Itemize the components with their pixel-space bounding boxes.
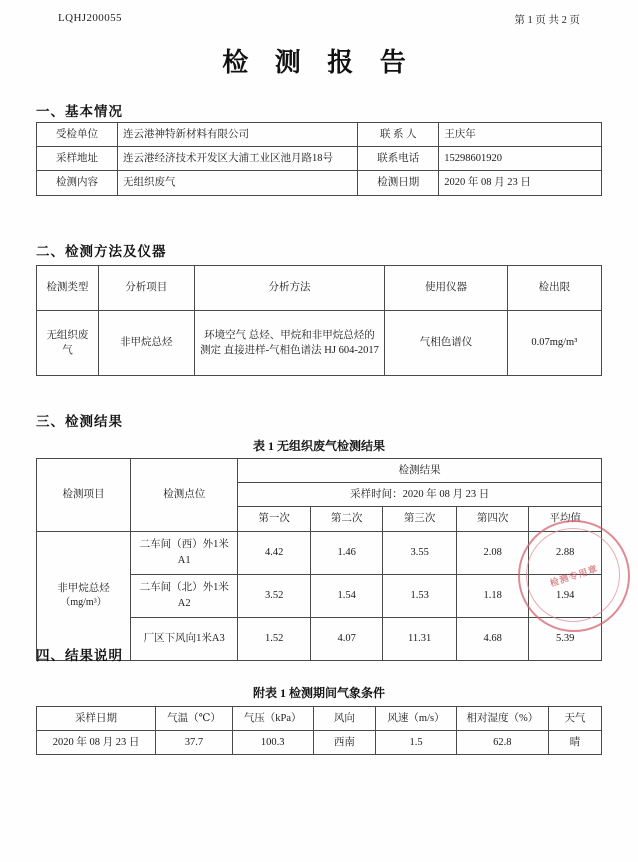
result-sampling-time: 采样时间：2020 年 08 月 23 日 — [238, 483, 602, 507]
weather-cell-winddir: 西南 — [313, 731, 376, 755]
method-cell-limit: 0.07mg/m³ — [507, 311, 601, 376]
result-header-average: 平均值 — [529, 507, 602, 531]
result-header-run-3: 第三次 — [383, 507, 456, 531]
result-value-2-2: 1.54 — [310, 574, 383, 617]
weather-table — [36, 706, 602, 755]
basic-value2-3: 2020 年 08 月 23 日 — [439, 171, 602, 195]
result-value-2-3: 1.53 — [383, 574, 456, 617]
weather-header-date: 采样日期 — [37, 707, 156, 731]
result-value-3-3: 11.31 — [383, 617, 456, 660]
page-number: 第 1 页 共 2 页 — [514, 15, 580, 26]
weather-header-weather: 天气 — [548, 707, 601, 731]
table-header-row — [37, 266, 602, 311]
result-item-label: 非甲烷总烃 — [57, 582, 110, 594]
basic-label-1: 受检单位 — [37, 123, 118, 147]
basic-label-3: 检测内容 — [37, 171, 118, 195]
result-header-run-4: 第四次 — [456, 507, 529, 531]
result-point-2: 二车间（北）外1米A2 — [131, 574, 238, 617]
result-value-2-1: 3.52 — [238, 574, 311, 617]
weather-cell-pressure: 100.3 — [232, 731, 313, 755]
weather-header-windspeed: 风速（m/s） — [376, 707, 457, 731]
result-header-group: 检测结果 — [238, 459, 602, 483]
result-value-3-2: 4.07 — [310, 617, 383, 660]
table-header-row — [37, 707, 602, 731]
table-row — [37, 171, 602, 195]
official-stamp — [518, 520, 630, 632]
method-header-method: 分析方法 — [194, 266, 385, 311]
method-header-instrument: 使用仪器 — [385, 266, 507, 311]
weather-cell-date: 2020 年 08 月 23 日 — [37, 731, 156, 755]
result-header-point: 检测点位 — [131, 459, 238, 532]
section-heading-basic: 一、基本情况 — [36, 104, 123, 119]
table-row — [37, 531, 602, 574]
result-value-2-4: 1.18 — [456, 574, 529, 617]
result-value-1-avg: 2.88 — [529, 531, 602, 574]
result-header-run-2: 第二次 — [310, 507, 383, 531]
result-value-3-4: 4.68 — [456, 617, 529, 660]
method-cell-instrument: 气相色谱仪 — [385, 311, 507, 376]
basic-value2-1: 王庆年 — [439, 123, 602, 147]
basic-label2-3: 检测日期 — [358, 171, 439, 195]
basic-value-2: 连云港经济技术开发区大浦工业区池月路18号 — [118, 147, 358, 171]
method-header-limit: 检出限 — [507, 266, 601, 311]
basic-value-3: 无组织废气 — [118, 171, 358, 195]
result-item-unit: （mg/m³） — [60, 597, 107, 609]
basic-label2-2: 联系电话 — [358, 147, 439, 171]
weather-table-caption: 附表 1 检测期间气象条件 — [252, 686, 385, 700]
weather-header-pressure: 气压（kPa） — [232, 707, 313, 731]
basic-label2-1: 联 系 人 — [358, 123, 439, 147]
weather-header-temp: 气温（℃） — [156, 707, 233, 731]
basic-value-1: 连云港神特新材料有限公司 — [118, 123, 358, 147]
document-code: LQHJ200055 — [58, 12, 122, 24]
weather-header-humidity: 相对湿度（%） — [456, 707, 548, 731]
table-row — [37, 147, 602, 171]
result-value-2-avg: 1.94 — [529, 574, 602, 617]
stamp-text: 检测专用章 — [548, 563, 600, 589]
result-value-1-1: 4.42 — [238, 531, 311, 574]
table-row — [37, 311, 602, 376]
method-cell-item: 非甲烷总烃 — [98, 311, 194, 376]
result-value-1-2: 1.46 — [310, 531, 383, 574]
method-header-item: 分析项目 — [98, 266, 194, 311]
result-table — [36, 458, 602, 661]
result-point-1: 二车间（西）外1米A1 — [131, 531, 238, 574]
weather-cell-weather: 晴 — [548, 731, 601, 755]
method-cell-method: 环境空气 总烃、甲烷和非甲烷总烃的测定 直接进样-气相色谱法 HJ 604-2017 — [194, 311, 385, 376]
section-heading-results: 三、检测结果 — [36, 414, 123, 429]
page-header — [0, 12, 638, 28]
section-heading-explanation: 四、结果说明 — [36, 648, 123, 663]
table-row — [37, 123, 602, 147]
method-cell-type: 无组织废气 — [37, 311, 99, 376]
result-item-name — [37, 531, 131, 660]
result-value-3-avg: 5.39 — [529, 617, 602, 660]
page-title: 检 测 报 告 — [222, 48, 416, 77]
basic-label-2: 采样地址 — [37, 147, 118, 171]
section-heading-method: 二、检测方法及仪器 — [36, 244, 167, 259]
result-point-3: 厂区下风向1米A3 — [131, 617, 238, 660]
basic-value2-2: 15298601920 — [439, 147, 602, 171]
result-value-1-3: 3.55 — [383, 531, 456, 574]
table-header-row — [37, 459, 602, 483]
result-header-item: 检测项目 — [37, 459, 131, 532]
basic-info-table — [36, 122, 602, 196]
method-header-type: 检测类型 — [37, 266, 99, 311]
table-row — [37, 731, 602, 755]
result-value-1-4: 2.08 — [456, 531, 529, 574]
result-value-3-1: 1.52 — [238, 617, 311, 660]
weather-cell-temp: 37.7 — [156, 731, 233, 755]
method-table — [36, 265, 602, 376]
result-header-run-1: 第一次 — [238, 507, 311, 531]
weather-header-winddir: 风向 — [313, 707, 376, 731]
weather-cell-windspeed: 1.5 — [376, 731, 457, 755]
result-table-caption: 表 1 无组织废气检测结果 — [252, 439, 385, 453]
weather-cell-humidity: 62.8 — [456, 731, 548, 755]
